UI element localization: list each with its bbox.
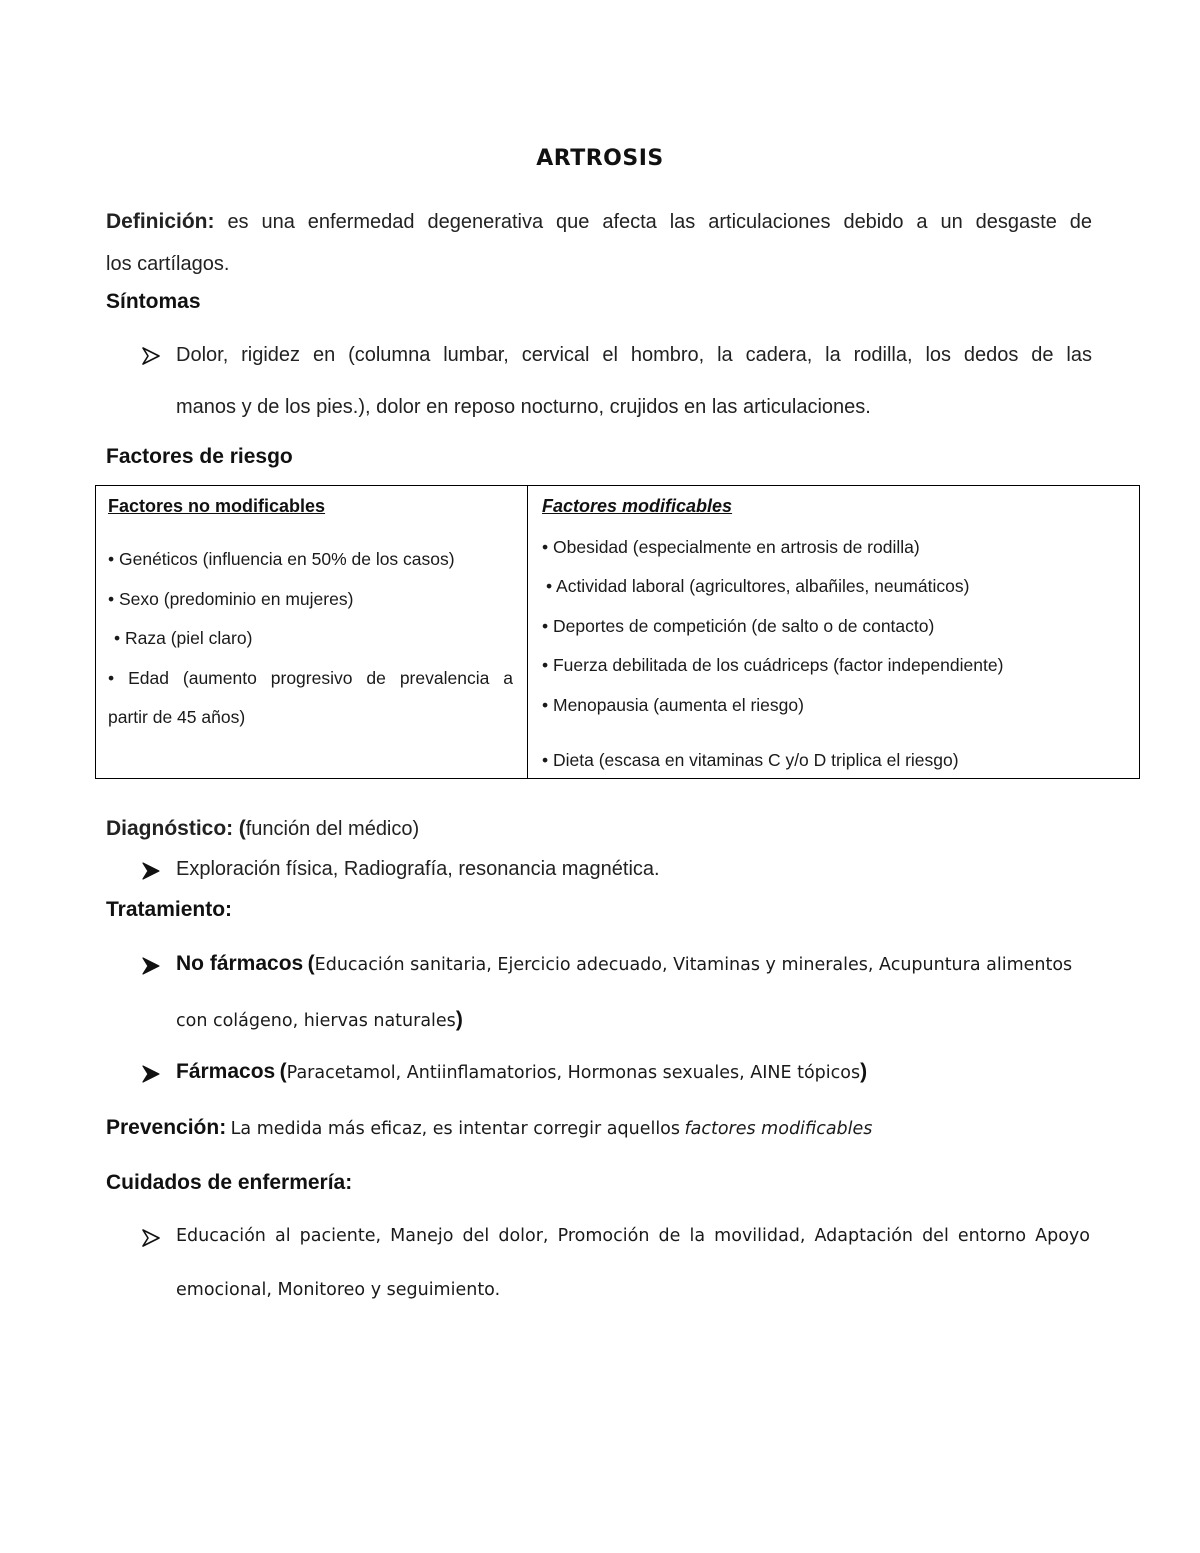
symptoms-line-1: Dolor, rigidez en (columna lumbar, cervical el hombro, la cadera, la rodilla, los dedos de las [176, 344, 1092, 366]
modifiable-header: Factores modificables [542, 496, 733, 516]
nursing-care-heading: Cuidados de enfermería: [106, 1171, 353, 1194]
modifiable-item: • Deportes de competición (de salto o de contacto) [542, 616, 935, 636]
treatment-heading: Tratamiento: [106, 898, 233, 921]
drugs-paren-open: ( [279, 1060, 287, 1083]
non-modifiable-item: • Raza (piel claro) [114, 628, 253, 648]
risk-factors-heading: Factores de riesgo [106, 445, 293, 468]
prevention-emphasis: factores modificables [684, 1119, 873, 1139]
non-modifiable-header: Factores no modificables [108, 496, 326, 516]
non-modifiable-item: • Genéticos (influencia en 50% de los casos) [108, 549, 455, 569]
drugs-label: Fármacos [176, 1060, 276, 1083]
prevention-label: Prevención: [106, 1116, 227, 1139]
non-modifiable-item: partir de 45 años) [108, 707, 246, 727]
arrow-bullet-icon [142, 347, 160, 365]
arrow-bullet-icon [142, 957, 160, 975]
arrow-bullet-icon [142, 862, 160, 880]
risk-factors-table [95, 485, 1140, 779]
definition-text-1: es una enfermedad degenerativa que afecta las articulaciones debido a un desgaste de [227, 211, 1092, 233]
diagnosis-line [106, 817, 419, 841]
table-column-divider [527, 486, 528, 778]
arrow-bullet-icon [142, 1065, 160, 1083]
drugs-paren-close: ) [860, 1060, 868, 1083]
no-drugs-line-2 [176, 1008, 463, 1032]
no-drugs-label: No fármacos [176, 952, 304, 975]
modifiable-item: • Obesidad (especialmente en artrosis de rodilla) [542, 537, 920, 557]
diagnosis-item: Exploración física, Radiografía, resonancia magnética. [176, 858, 660, 880]
diagnosis-note: función del médico) [245, 818, 420, 840]
arrow-bullet-icon [142, 1229, 160, 1247]
symptoms-heading: Síntomas [106, 290, 201, 313]
no-drugs-text-1: Educación sanitaria, Ejercicio adecuado, Vitaminas y minerales, Acupuntura alimentos [314, 955, 1073, 975]
nursing-care-line-2: emocional, Monitoreo y seguimiento. [176, 1280, 501, 1300]
prevention-line [106, 1116, 872, 1140]
symptoms-line-2: manos y de los pies.), dolor en reposo nocturno, crujidos en las articulaciones. [176, 396, 871, 418]
modifiable-item: • Fuerza debilitada de los cuádriceps (factor independiente) [542, 655, 1004, 675]
no-drugs-paren-close: ) [455, 1008, 463, 1031]
modifiable-item: • Actividad laboral (agricultores, albañiles, neumáticos) [546, 576, 970, 596]
diagnosis-label: Diagnóstico: [106, 817, 234, 840]
non-modifiable-item: • Sexo (predominio en mujeres) [108, 589, 354, 609]
modifiable-item: • Dieta (escasa en vitaminas C y/o D triplica el riesgo) [542, 750, 959, 770]
modifiable-item: • Menopausia (aumenta el riesgo) [542, 695, 804, 715]
drugs-text: Paracetamol, Antiinflamatorios, Hormonas sexuales, AINE tópicos [286, 1063, 861, 1083]
no-drugs-paren-open: ( [307, 952, 315, 975]
definition-line-2: los cartílagos. [106, 253, 230, 275]
no-drugs-text-2: con colágeno, hiervas naturales [176, 1011, 456, 1031]
document-title: ARTROSIS [536, 146, 664, 171]
drugs-line [176, 1060, 867, 1084]
non-modifiable-item: • Edad (aumento progresivo de prevalencia a [108, 668, 513, 688]
diagnosis-paren: ( [238, 817, 246, 840]
definition-label: Definición: [106, 210, 215, 233]
prevention-text: La medida más eficaz, es intentar corregir aquellos [230, 1119, 681, 1139]
no-drugs-line-1 [176, 952, 1072, 976]
nursing-care-line-1: Educación al paciente, Manejo del dolor, Promoción de la movilidad, Adaptación del entorno Apoyo [176, 1226, 1090, 1246]
definition-line-1 [106, 210, 1092, 234]
